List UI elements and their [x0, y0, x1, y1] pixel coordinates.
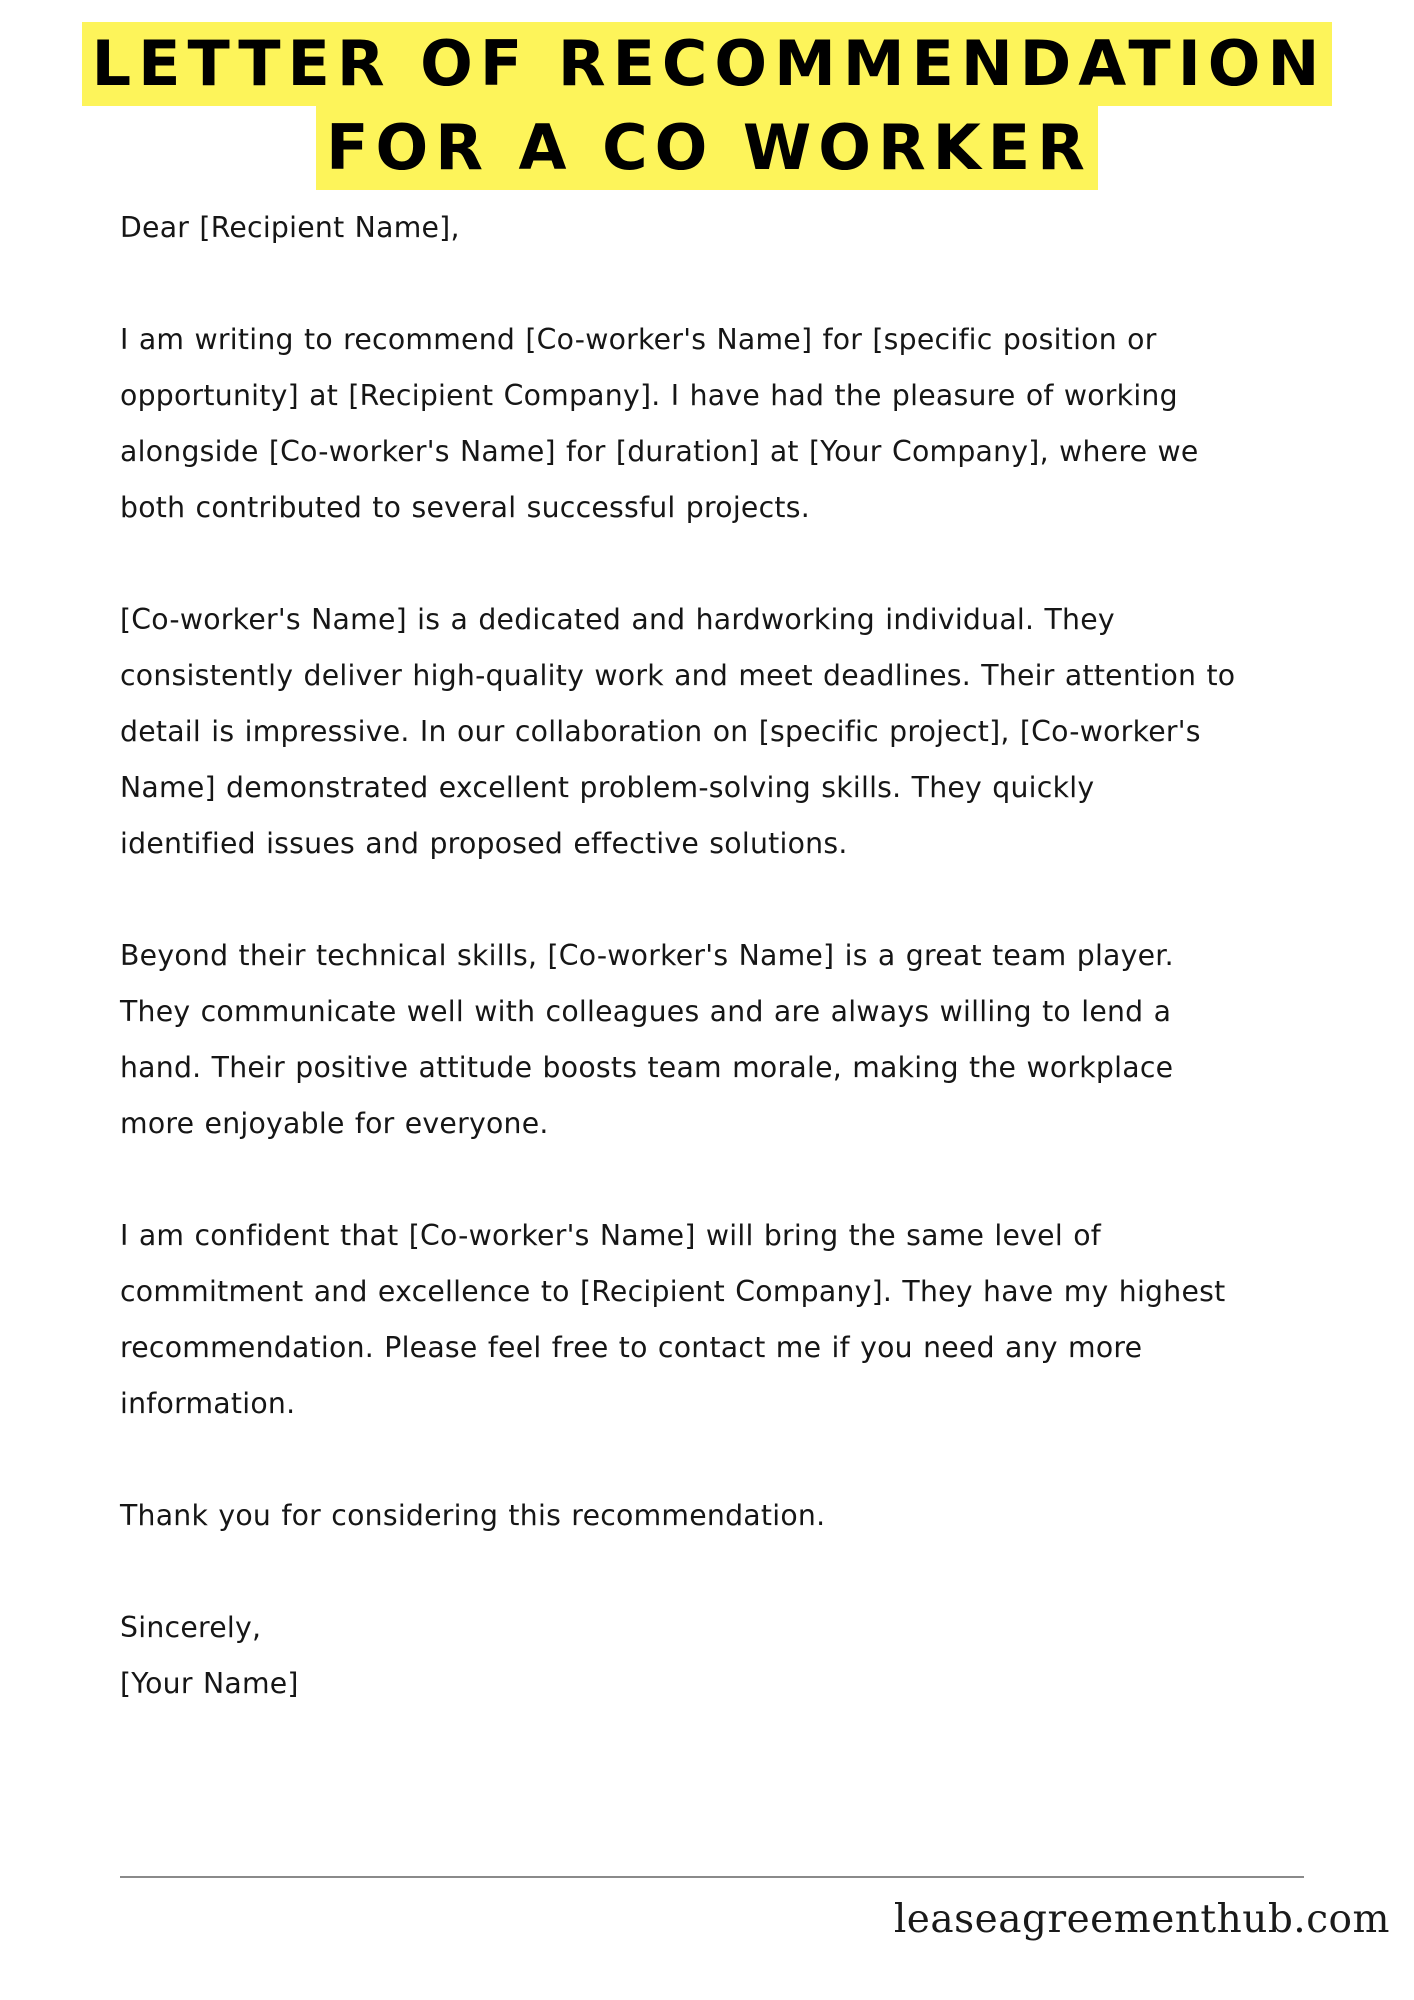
text-line: hand. Their positive attitude boosts team morale, making the workplace — [120, 1051, 1174, 1084]
letter-body — [120, 200, 1310, 1712]
text-line: I am writing to recommend [Co-worker's Name] for [specific position or — [120, 323, 1157, 356]
text-line: [Co-worker's Name] is a dedicated and hardworking individual. They — [120, 603, 1115, 636]
text-line: They communicate well with colleagues and are always willing to lend a — [120, 995, 1172, 1028]
text-line: Name] demonstrated excellent problem-solving skills. They quickly — [120, 771, 1095, 804]
salutation: Dear [Recipient Name], — [120, 211, 460, 244]
text-line: more enjoyable for everyone. — [120, 1107, 549, 1140]
paragraph-teamwork — [120, 928, 1310, 1152]
paragraph-intro — [120, 312, 1310, 536]
text-line: consistently deliver high-quality work and meet deadlines. Their attention to — [120, 659, 1236, 692]
text-line: commitment and excellence to [Recipient Company]. They have my highest — [120, 1275, 1226, 1308]
text-line: alongside [Co-worker's Name] for [duration] at [Your Company], where we — [120, 435, 1199, 468]
text-line: recommendation. Please feel free to contact me if you need any more — [120, 1331, 1143, 1364]
title-line-1: LETTER OF RECOMMENDATION — [82, 22, 1333, 106]
text-line: opportunity] at [Recipient Company]. I have had the pleasure of working — [120, 379, 1178, 412]
footer-divider — [120, 1876, 1304, 1878]
title-line-2: FOR A CO WORKER — [316, 106, 1098, 190]
text-line: I am confident that [Co-worker's Name] will bring the same level of — [120, 1219, 1101, 1252]
text-line: information. — [120, 1387, 296, 1420]
text-line: detail is impressive. In our collaboration on [specific project], [Co-worker's — [120, 715, 1201, 748]
signature-name: [Your Name] — [120, 1667, 299, 1700]
document-title — [0, 22, 1414, 190]
paragraph-qualities — [120, 592, 1310, 872]
text-line: Beyond their technical skills, [Co-worker's Name] is a great team player. — [120, 939, 1174, 972]
footer-brand: leaseagreementhub.com — [893, 1897, 1390, 1942]
closing-line: Sincerely, — [120, 1611, 262, 1644]
thanks-line: Thank you for considering this recommendation. — [120, 1499, 826, 1532]
sign-off — [120, 1600, 1310, 1712]
paragraph-confidence — [120, 1208, 1310, 1432]
text-line: both contributed to several successful projects. — [120, 491, 810, 524]
text-line: identified issues and proposed effective solutions. — [120, 827, 848, 860]
